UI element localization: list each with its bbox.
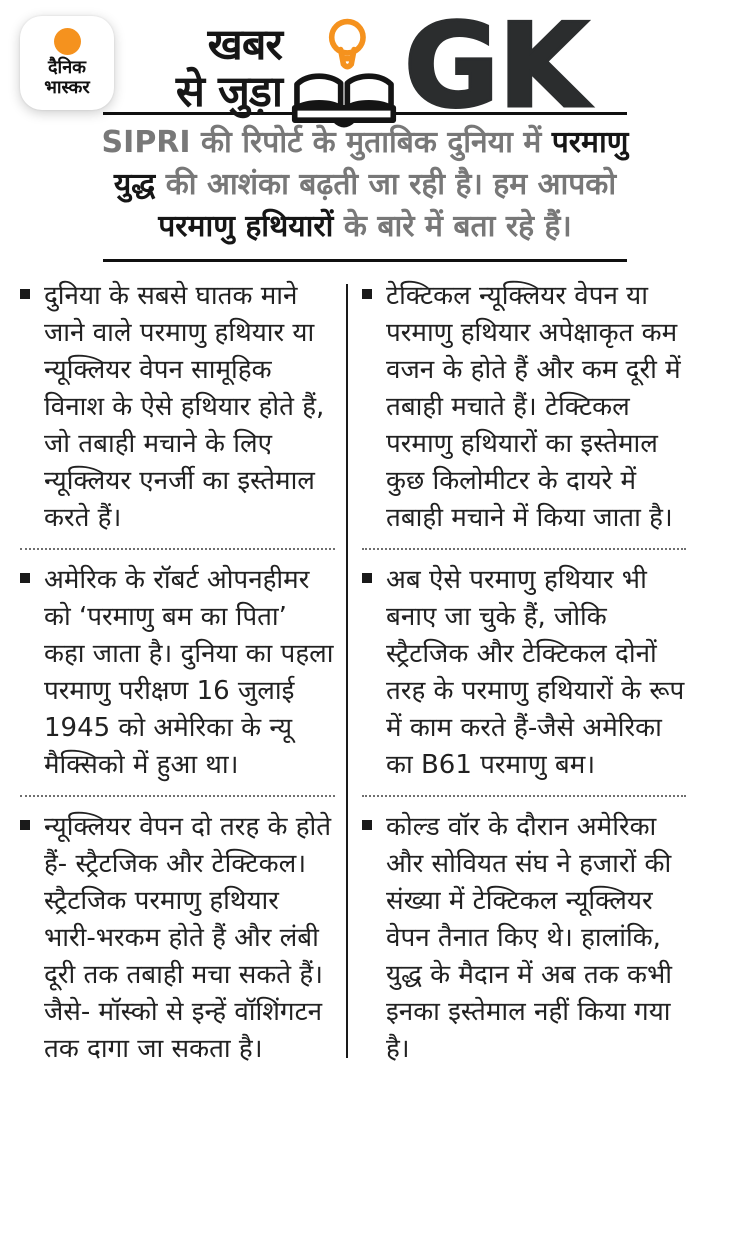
bullet-square-icon [20,562,44,784]
logo-text-line1: दैनिक [47,57,87,78]
intro-seg1: SIPRI की रिपोर्ट के मुताबिक दुनिया में [101,125,552,160]
bulb-icon [332,22,363,67]
masthead [0,0,730,134]
intro-seg2: की आशंका बढ़ती जा रही है। हम आपको [155,167,617,202]
page-title-line2: से जुड़ा [175,67,282,117]
list-item-text: अमेरिक के रॉबर्ट ओपनहीमर को ‘परमाणु बम का पिता’ कहा जाता है। दुनिया का पहला परमाणु परीक्षण 16 जुलाई 1945 को अमेरिका के न्यू मैक्सिको में हुआ था। [44,565,334,780]
bullet-square-icon [362,809,386,1068]
list-item-text: अब ऐसे परमाणु हथियार भी बनाए जा चुके हैं, जोकि स्ट्रैटजिक और टेक्टिकल दोनों तरह के परमाणु हथियारों के रूप में काम करते हैं-जैसे अमेरिका का B61 परमाणु बम। [386,565,685,780]
page-title-line1: खबर [207,20,282,70]
intro-seg3: के बारे में बता रहे हैं। [333,209,572,244]
intro-paragraph [0,115,730,259]
dotted-separator [362,795,686,797]
open-book-bulb-icon [288,16,400,128]
intro-bold1: परमाणु युद्ध [113,125,629,202]
list-item-text: दुनिया के सबसे घातक माने जाने वाले परमाणु हथियार या न्यूक्लियर वेपन सामूहिक विनाश के ऐसे हथियार होते हैं, जो तबाही मचाने के लिए न्यूक्लियर एनर्जी का इस्तेमाल करते हैं। [44,281,325,533]
gk-label: GK [404,0,588,134]
bullet-square-icon [362,562,386,784]
list-item-text: टेक्टिकल न्यूक्लियर वेपन या परमाणु हथियार अपेक्षाकृत कम वजन के होते हैं और कम दूरी में तबाही मचाते हैं। टेक्टिकल परमाणु हथियारों का इस्तेमाल कुछ किलोमीटर के दायरे में तबाही मचाने में किया जाता है। [386,281,681,533]
content-columns [0,262,730,1068]
bulb-book-icon [288,16,400,132]
list-item [20,562,335,784]
list-item [362,562,686,784]
list-item-text: कोल्ड वॉर के दौरान अमेरिका और सोवियत संघ ने हजारों की संख्या में टेक्टिकल न्यूक्लियर वेपन तैनात किए थे। हालांकि, युद्ध के मैदान में अब तक कभी इनका इस्तेमाल नहीं किया गया है। [386,812,672,1064]
open-book-icon [295,76,394,124]
bullet-square-icon [20,809,44,1068]
list-item [20,278,335,537]
dotted-separator [20,795,335,797]
list-item [362,278,686,537]
dotted-separator [20,548,335,550]
list-item [20,809,335,1068]
bullet-square-icon [20,278,44,537]
intro-bold2: परमाणु हथियारों [158,209,334,244]
bullet-square-icon [362,278,386,537]
list-item [362,809,686,1068]
logo-sun-icon [54,28,81,55]
left-column [20,278,346,1068]
right-column [348,278,686,1068]
logo-text-line2: भास्कर [44,77,90,98]
dainik-bhaskar-logo [20,16,114,110]
list-item-text: न्यूक्लियर वेपन दो तरह के होते हैं- स्ट्रैटजिक और टेक्टिकल। स्ट्रैटजिक परमाणु हथियार भारी-भरकम होते हैं और लंबी दूरी तक तबाही मचा सकते हैं। जैसे- मॉस्को से इन्हें वॉशिंगटन तक दागा जा सकता है। [44,812,332,1064]
dotted-separator [362,548,686,550]
page-title [124,22,282,116]
